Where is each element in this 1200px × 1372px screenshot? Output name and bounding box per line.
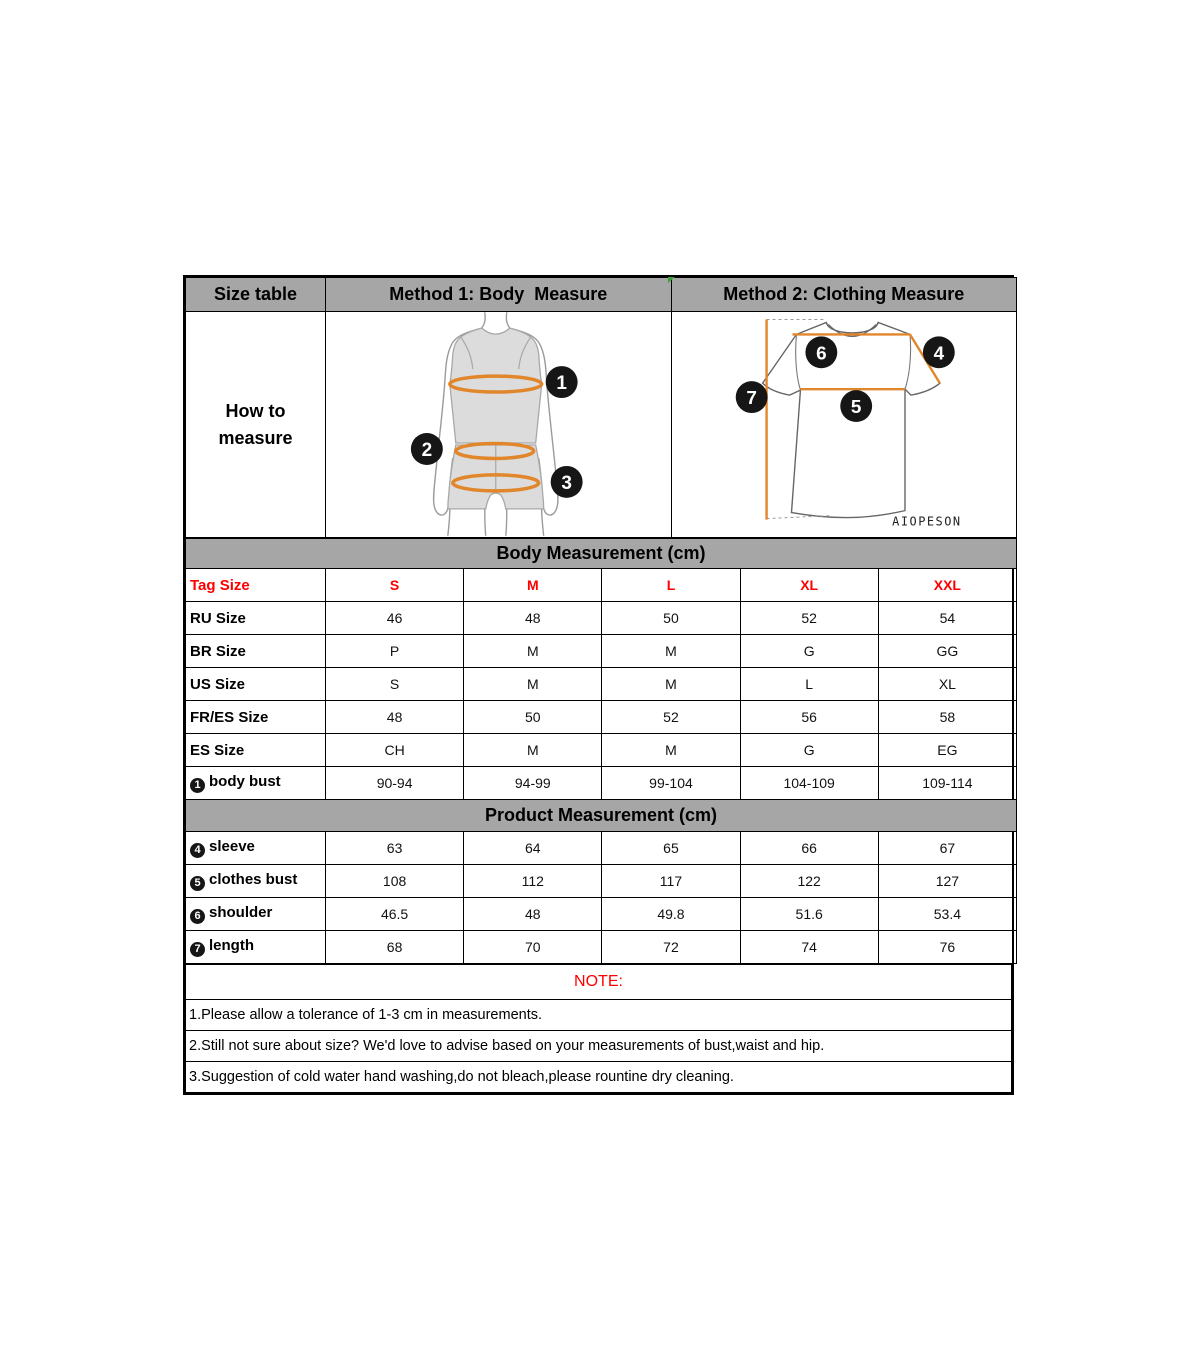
value-cell: 46	[326, 602, 464, 635]
note-title-row	[186, 965, 1012, 1000]
value-cell: 46.5	[326, 898, 464, 931]
tshirt-illustration	[672, 312, 1017, 536]
value-cell: CH	[326, 734, 464, 767]
row-label: 5 clothes bust	[186, 865, 326, 898]
row-label: Tag Size	[186, 569, 326, 602]
value-cell: 51.6	[740, 898, 878, 931]
value-cell: GG	[878, 635, 1016, 668]
value-cell: 127	[878, 865, 1016, 898]
diagram-row	[186, 312, 1017, 538]
value-cell: M	[602, 668, 740, 701]
value-cell: 49.8	[602, 898, 740, 931]
value-cell: 56	[740, 701, 878, 734]
how-to-measure-label: How to measure	[186, 312, 326, 538]
table-row	[186, 767, 1017, 800]
value-cell: 65	[602, 832, 740, 865]
marker-6-icon	[805, 336, 837, 368]
size-chart	[183, 275, 1014, 1095]
value-cell: M	[464, 668, 602, 701]
marker-7-icon	[735, 381, 767, 413]
note-row	[186, 1000, 1012, 1031]
tag-size-row	[186, 569, 1017, 602]
value-cell: 109-114	[878, 767, 1016, 800]
value-cell: 48	[464, 602, 602, 635]
table-row	[186, 865, 1017, 898]
value-cell: EG	[878, 734, 1016, 767]
value-cell: 99-104	[602, 767, 740, 800]
svg-text:2: 2	[421, 439, 433, 461]
value-cell: 50	[602, 602, 740, 635]
table-row	[186, 931, 1017, 964]
body-measurement-title-row	[186, 539, 1017, 569]
table-row	[186, 668, 1017, 701]
brand-text: AIOPESON	[891, 514, 962, 529]
svg-text:1: 1	[556, 373, 567, 395]
value-cell: S	[326, 668, 464, 701]
table-row	[186, 898, 1017, 931]
value-cell: 117	[602, 865, 740, 898]
note-row	[186, 1031, 1012, 1062]
marker-4-icon	[922, 336, 954, 368]
table-row	[186, 734, 1017, 767]
circled-4-icon: 4	[190, 843, 205, 858]
svg-text:5: 5	[850, 397, 861, 419]
size-cell: XXL	[878, 569, 1016, 602]
value-cell: XL	[878, 668, 1016, 701]
size-cell: S	[326, 569, 464, 602]
table-row	[186, 701, 1017, 734]
value-cell: M	[602, 635, 740, 668]
value-cell: G	[740, 734, 878, 767]
clothing-measure-diagram	[671, 312, 1017, 538]
value-cell: 58	[878, 701, 1016, 734]
size-table-header: Size table	[186, 278, 326, 312]
value-cell: 50	[464, 701, 602, 734]
note-title: NOTE:	[186, 965, 1012, 1000]
value-cell: 108	[326, 865, 464, 898]
note-item: 2.Still not sure about size? We'd love to advise based on your measurements of bust,waist and hip.	[186, 1031, 1012, 1062]
svg-text:3: 3	[561, 472, 572, 494]
row-label: US Size	[186, 668, 326, 701]
body-measurement-table	[185, 538, 1017, 964]
note-item: 3.Suggestion of cold water hand washing,do not bleach,please rountine dry cleaning.	[186, 1062, 1012, 1093]
value-cell: 53.4	[878, 898, 1016, 931]
value-cell: 48	[326, 701, 464, 734]
size-cell: M	[464, 569, 602, 602]
body-measurement-title: Body Measurement (cm)	[186, 539, 1017, 569]
row-label: BR Size	[186, 635, 326, 668]
value-cell: G	[740, 635, 878, 668]
circled-1-icon: 1	[190, 778, 205, 793]
row-label: 1 body bust	[186, 767, 326, 800]
value-cell: 104-109	[740, 767, 878, 800]
value-cell: M	[464, 734, 602, 767]
size-cell: L	[602, 569, 740, 602]
marker-5-icon	[840, 390, 872, 422]
svg-text:4: 4	[933, 343, 944, 365]
product-measurement-title: Product Measurement (cm)	[186, 800, 1017, 832]
value-cell: 90-94	[326, 767, 464, 800]
product-measurement-title-row	[186, 800, 1017, 832]
notes-table	[185, 964, 1012, 1093]
circled-7-icon: 7	[190, 942, 205, 957]
value-cell: 64	[464, 832, 602, 865]
marker-3-icon	[551, 466, 583, 498]
circled-5-icon: 5	[190, 876, 205, 891]
method2-header: Method 2: Clothing Measure	[671, 278, 1017, 312]
value-cell: 70	[464, 931, 602, 964]
value-cell: M	[464, 635, 602, 668]
value-cell: 63	[326, 832, 464, 865]
row-label: FR/ES Size	[186, 701, 326, 734]
table-row	[186, 602, 1017, 635]
value-cell: M	[602, 734, 740, 767]
value-cell: 52	[602, 701, 740, 734]
row-label: 6 shoulder	[186, 898, 326, 931]
svg-text:7: 7	[745, 388, 757, 410]
row-label: RU Size	[186, 602, 326, 635]
value-cell: 112	[464, 865, 602, 898]
value-cell: 68	[326, 931, 464, 964]
note-item: 1.Please allow a tolerance of 1-3 cm in measurements.	[186, 1000, 1012, 1031]
marker-2-icon	[411, 433, 443, 465]
table-row	[186, 832, 1017, 865]
value-cell: L	[740, 668, 878, 701]
body-figure-illustration	[326, 312, 671, 536]
marker-1-icon	[546, 366, 578, 398]
value-cell: 52	[740, 602, 878, 635]
size-cell: XL	[740, 569, 878, 602]
note-row	[186, 1062, 1012, 1093]
value-cell: 54	[878, 602, 1016, 635]
value-cell: 74	[740, 931, 878, 964]
header-row	[186, 278, 1017, 312]
row-label: ES Size	[186, 734, 326, 767]
value-cell: 122	[740, 865, 878, 898]
table-row	[186, 635, 1017, 668]
value-cell: 94-99	[464, 767, 602, 800]
circled-6-icon: 6	[190, 909, 205, 924]
value-cell: 48	[464, 898, 602, 931]
body-measure-diagram	[326, 312, 672, 538]
row-label: 4 sleeve	[186, 832, 326, 865]
method-header-table	[185, 277, 1017, 538]
row-label: 7 length	[186, 931, 326, 964]
svg-text:6: 6	[815, 343, 827, 365]
value-cell: 67	[878, 832, 1016, 865]
value-cell: P	[326, 635, 464, 668]
value-cell: 66	[740, 832, 878, 865]
method1-header: Method 1: Body Measure	[326, 278, 672, 312]
value-cell: 72	[602, 931, 740, 964]
value-cell: 76	[878, 931, 1016, 964]
